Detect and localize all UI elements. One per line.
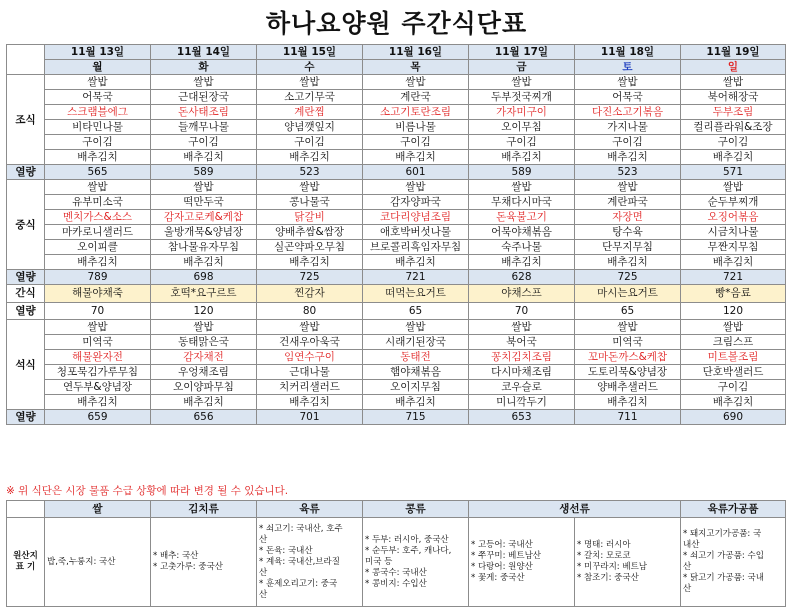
menu-item: 쌀밥	[45, 320, 151, 335]
lunch-row	[7, 255, 786, 270]
lunch-section	[7, 180, 786, 285]
origin-fish-b	[575, 518, 681, 607]
snack-item: 야채스프	[469, 285, 575, 303]
menu-item: 참나물유자무침	[151, 240, 257, 255]
menu-item: 배추김치	[363, 150, 469, 165]
menu-item: 비름나물	[363, 120, 469, 135]
calorie-value: 589	[151, 165, 257, 180]
menu-item: 시금치나물	[681, 225, 786, 240]
menu-item: 쌀밥	[151, 320, 257, 335]
menu-item: 무짠지무침	[681, 240, 786, 255]
menu-item: 떡만두국	[151, 195, 257, 210]
menu-item: 실곤약파오무침	[257, 240, 363, 255]
menu-item: 쌀밥	[681, 75, 786, 90]
calorie-value: 725	[257, 270, 363, 285]
origin-category: 생선류	[469, 501, 681, 518]
menu-item: 쌀밥	[151, 75, 257, 90]
origin-category: 쌀	[45, 501, 151, 518]
day-date: 11월 19일	[681, 45, 786, 60]
menu-item: 쌀밥	[575, 180, 681, 195]
menu-item: 들깨무나물	[151, 120, 257, 135]
origin-line: * 명태: 러시아	[577, 540, 631, 550]
origin-line: * 콩비지: 수입산	[365, 578, 427, 589]
date-row	[7, 45, 786, 60]
menu-item: 쌀밥	[681, 320, 786, 335]
menu-item: 구이김	[681, 135, 786, 150]
menu-item: 가지나물	[575, 120, 681, 135]
breakfast-row	[7, 105, 786, 120]
menu-item: 청포묵김가루무침	[45, 365, 151, 380]
menu-item: 북어해장국	[681, 90, 786, 105]
menu-item: 구이김	[469, 135, 575, 150]
origin-line: * 훈제오리고기: 중국	[259, 578, 338, 589]
origin-line: * 갈치: 모로코	[577, 551, 631, 561]
calories-label: 열량	[7, 303, 45, 320]
dinner-row	[7, 380, 786, 395]
origin-line: 산	[259, 567, 268, 578]
menu-item: 미역국	[45, 335, 151, 350]
calorie-value: 589	[469, 165, 575, 180]
origin-category: 육류	[257, 501, 363, 518]
menu-item: 꽁치김치조림	[469, 350, 575, 365]
menu-item: 배추김치	[681, 150, 786, 165]
menu-item: 북어국	[469, 335, 575, 350]
calorie-value: 80	[257, 303, 363, 320]
menu-item: 크림스프	[681, 335, 786, 350]
menu-item: 배추김치	[681, 255, 786, 270]
origin-fish-a	[469, 518, 575, 607]
snack-calories-row	[7, 303, 786, 320]
calorie-value: 715	[363, 410, 469, 425]
calorie-value: 656	[151, 410, 257, 425]
snack-item: 해물야채죽	[45, 285, 151, 303]
origin-line: 미국 등	[365, 556, 393, 567]
origin-line: * 배추: 국산	[153, 551, 199, 561]
origin-line: 산	[259, 589, 268, 600]
menu-item: 배추김치	[575, 395, 681, 410]
menu-item: 배추김치	[575, 255, 681, 270]
menu-item: 배추김치	[575, 150, 681, 165]
menu-item: 배추김치	[151, 150, 257, 165]
menu-item: 멘치가스&소스	[45, 210, 151, 225]
menu-item: 계란파국	[575, 195, 681, 210]
menu-item: 가자미구이	[469, 105, 575, 120]
origin-line: * 콩국수: 국내산	[365, 567, 427, 578]
menu-item: 쌀밥	[45, 75, 151, 90]
menu-item: 배추김치	[257, 150, 363, 165]
weekday: 금	[469, 60, 575, 75]
menu-item: 오이지무침	[363, 380, 469, 395]
menu-item: 오이양파무침	[151, 380, 257, 395]
menu-item: 시래기된장국	[363, 335, 469, 350]
menu-item: 미트볼조림	[681, 350, 786, 365]
menu-item: 울방개묵&양념장	[151, 225, 257, 240]
dinner-row	[7, 365, 786, 380]
origin-category: 김치류	[151, 501, 257, 518]
origin-line: * 쭈꾸미: 베트남산	[471, 551, 541, 561]
menu-change-notice: ※ 위 식단은 시장 물품 수급 상황에 따라 변경 될 수 있습니다.	[6, 485, 289, 497]
weekday: 화	[151, 60, 257, 75]
origin-line: * 닭고기 가공품: 국내	[683, 573, 764, 583]
menu-item: 치커리샐러드	[257, 380, 363, 395]
menu-item: 미역국	[575, 335, 681, 350]
weekday: 목	[363, 60, 469, 75]
origin-detail-row	[7, 518, 786, 607]
menu-item: 배추김치	[257, 395, 363, 410]
menu-item: 어묵국	[575, 90, 681, 105]
menu-item: 배추김치	[45, 395, 151, 410]
calorie-value: 789	[45, 270, 151, 285]
calories-label: 열량	[7, 410, 45, 425]
lunch-row	[7, 225, 786, 240]
menu-item: 쌀밥	[45, 180, 151, 195]
weekday: 수	[257, 60, 363, 75]
menu-item: 동태전	[363, 350, 469, 365]
dinner-row	[7, 395, 786, 410]
snack-label: 간식	[7, 285, 45, 303]
dinner-row	[7, 320, 786, 335]
snack-item: 떠먹는요거트	[363, 285, 469, 303]
calorie-value: 653	[469, 410, 575, 425]
lunch-row	[7, 180, 786, 195]
page-title: 하나요양원 주간식단표	[265, 9, 528, 38]
lunch-row	[7, 210, 786, 225]
menu-item: 두부조림	[681, 105, 786, 120]
calorie-value: 698	[151, 270, 257, 285]
menu-item: 쌀밥	[257, 180, 363, 195]
menu-item: 단호박샐러드	[681, 365, 786, 380]
menu-item: 쌀밥	[469, 75, 575, 90]
menu-item: 배추김치	[469, 150, 575, 165]
menu-item: 코다리양념조림	[363, 210, 469, 225]
menu-item: 구이김	[363, 135, 469, 150]
menu-item: 쌀밥	[363, 320, 469, 335]
origin-line: * 쇠고기 가공품: 수입	[683, 551, 764, 561]
menu-item: 꼬마돈까스&케찹	[575, 350, 681, 365]
menu-item: 쌀밥	[151, 180, 257, 195]
menu-item: 돈육불고기	[469, 210, 575, 225]
origin-line: 산	[683, 584, 692, 594]
origin-line: * 고춧가루: 중국산	[153, 562, 223, 572]
corner-cell	[7, 45, 45, 75]
menu-item: 콩나물국	[257, 195, 363, 210]
breakfast-row	[7, 90, 786, 105]
calorie-value: 571	[681, 165, 786, 180]
menu-item: 양배추쌈&쌈장	[257, 225, 363, 240]
snack-row	[7, 285, 786, 303]
menu-item: 쌀밥	[257, 75, 363, 90]
dinner-row	[7, 350, 786, 365]
menu-item: 쌀밥	[575, 320, 681, 335]
menu-item: 배추김치	[681, 395, 786, 410]
day-date: 11월 14일	[151, 45, 257, 60]
menu-item: 계란국	[363, 90, 469, 105]
origin-category: 콩류	[363, 501, 469, 518]
snack-item: 호떡*요구르트	[151, 285, 257, 303]
calorie-value: 70	[45, 303, 151, 320]
menu-item: 해물완자전	[45, 350, 151, 365]
menu-item: 어묵국	[45, 90, 151, 105]
menu-item: 연두부&양념장	[45, 380, 151, 395]
menu-item: 오이피클	[45, 240, 151, 255]
menu-item: 배추김치	[45, 150, 151, 165]
calorie-value: 721	[363, 270, 469, 285]
day-date: 11월 17일	[469, 45, 575, 60]
menu-item: 단무지무침	[575, 240, 681, 255]
calorie-value: 659	[45, 410, 151, 425]
menu-item: 햄야채볶음	[363, 365, 469, 380]
menu-item: 자장면	[575, 210, 681, 225]
origin-rice	[45, 518, 151, 607]
origin-kimchi	[151, 518, 257, 607]
lunch-label: 중식	[7, 180, 45, 270]
menu-item: 코우슬로	[469, 380, 575, 395]
menu-item: 쌀밥	[363, 180, 469, 195]
breakfast-calories-row	[7, 165, 786, 180]
calorie-value: 70	[469, 303, 575, 320]
menu-item: 숙주나물	[469, 240, 575, 255]
menu-item: 근대나물	[257, 365, 363, 380]
calories-label: 열량	[7, 165, 45, 180]
calorie-value: 565	[45, 165, 151, 180]
menu-item: 양배추샐러드	[575, 380, 681, 395]
menu-item: 건새우아욱국	[257, 335, 363, 350]
menu-item: 배추김치	[363, 395, 469, 410]
breakfast-label: 조식	[7, 75, 45, 165]
origin-line: * 순두부: 호주, 캐나다,	[365, 545, 452, 556]
day-date: 11월 18일	[575, 45, 681, 60]
menu-item: 배추김치	[363, 255, 469, 270]
weekday: 월	[45, 60, 151, 75]
weekday-saturday: 토	[575, 60, 681, 75]
calorie-value: 628	[469, 270, 575, 285]
menu-item: 어묵야채볶음	[469, 225, 575, 240]
origin-line: * 돈육: 국내산	[259, 545, 313, 556]
origin-line: 밥,죽,누룽지: 국산	[47, 556, 116, 567]
menu-item: 감자고로케&케찹	[151, 210, 257, 225]
snack-item: 마시는요거트	[575, 285, 681, 303]
menu-item: 마카로니샐러드	[45, 225, 151, 240]
menu-item: 배추김치	[257, 255, 363, 270]
calorie-value: 523	[257, 165, 363, 180]
menu-item: 두부젓국찌개	[469, 90, 575, 105]
calorie-value: 65	[575, 303, 681, 320]
menu-item: 다진소고기볶음	[575, 105, 681, 120]
menu-item: 구이김	[257, 135, 363, 150]
menu-item: 쌀밥	[469, 320, 575, 335]
calorie-value: 721	[681, 270, 786, 285]
menu-item: 쌀밥	[363, 75, 469, 90]
menu-item: 쌀밥	[575, 75, 681, 90]
origin-line: 산	[259, 534, 268, 545]
calorie-value: 120	[681, 303, 786, 320]
origin-line: * 돼지고기가공품: 국	[683, 529, 762, 539]
menu-item: 닭갈비	[257, 210, 363, 225]
menu-item: 계란찜	[257, 105, 363, 120]
menu-item: 순두부찌개	[681, 195, 786, 210]
origin-processed	[681, 518, 786, 607]
menu-item: 감자양파국	[363, 195, 469, 210]
calorie-value: 523	[575, 165, 681, 180]
menu-item: 브로콜리흑임자무침	[363, 240, 469, 255]
origin-line: * 두부: 러시아, 중국산	[365, 534, 449, 545]
origin-line: 내산	[683, 540, 700, 550]
dinner-section	[7, 320, 786, 425]
menu-item: 배추김치	[151, 395, 257, 410]
lunch-row	[7, 195, 786, 210]
menu-item: 컬리플라워&조장	[681, 120, 786, 135]
menu-item: 다시마채조림	[469, 365, 575, 380]
origin-line: * 쇠고기: 국내산, 호주	[259, 523, 343, 534]
menu-item: 쌀밥	[469, 180, 575, 195]
calorie-value: 725	[575, 270, 681, 285]
lunch-row	[7, 240, 786, 255]
menu-item: 도토리묵&양념장	[575, 365, 681, 380]
origin-corner	[7, 501, 45, 518]
lunch-calories-row	[7, 270, 786, 285]
day-date: 11월 13일	[45, 45, 151, 60]
origin-header-row	[7, 501, 786, 518]
calorie-value: 65	[363, 303, 469, 320]
origin-meat	[257, 518, 363, 607]
dinner-row	[7, 335, 786, 350]
menu-item: 배추김치	[469, 255, 575, 270]
weekly-menu-table	[6, 44, 786, 425]
menu-item: 양념깻잎지	[257, 120, 363, 135]
menu-item: 배추김치	[45, 255, 151, 270]
origin-line: * 고등어: 국내산	[471, 540, 533, 550]
origin-line: 산	[683, 562, 692, 572]
breakfast-row	[7, 150, 786, 165]
calorie-value: 701	[257, 410, 363, 425]
day-date: 11월 15일	[257, 45, 363, 60]
origin-label: 원산지 표 기	[7, 518, 45, 607]
menu-item: 애호박버섯나물	[363, 225, 469, 240]
menu-item: 비타민나물	[45, 120, 151, 135]
calories-label: 열량	[7, 270, 45, 285]
calorie-value: 601	[363, 165, 469, 180]
origin-category: 육류가공품	[681, 501, 786, 518]
menu-item: 배추김치	[151, 255, 257, 270]
origin-line: * 미꾸라지: 베트남	[577, 562, 647, 572]
menu-item: 구이김	[151, 135, 257, 150]
calorie-value: 711	[575, 410, 681, 425]
menu-item: 구이김	[575, 135, 681, 150]
menu-item: 미니깍두기	[469, 395, 575, 410]
menu-item: 유부미소국	[45, 195, 151, 210]
snack-item: 찐감자	[257, 285, 363, 303]
menu-item: 우엉채조림	[151, 365, 257, 380]
origin-line: * 다랑어: 원양산	[471, 562, 533, 572]
breakfast-section	[7, 75, 786, 180]
menu-item: 소고기무국	[257, 90, 363, 105]
menu-item: 근대된장국	[151, 90, 257, 105]
menu-item: 구이김	[681, 380, 786, 395]
origin-line: * 꽃게: 중국산	[471, 573, 525, 583]
menu-item: 감자채전	[151, 350, 257, 365]
menu-item: 소고기토란조림	[363, 105, 469, 120]
origin-table	[6, 500, 786, 607]
dinner-label: 석식	[7, 320, 45, 410]
origin-line: * 계육: 국내산,브라질	[259, 556, 340, 567]
dinner-calories-row	[7, 410, 786, 425]
breakfast-row	[7, 135, 786, 150]
snack-item: 빵*음료	[681, 285, 786, 303]
weekday-row	[7, 60, 786, 75]
calorie-value: 120	[151, 303, 257, 320]
origin-beans	[363, 518, 469, 607]
menu-item: 구이김	[45, 135, 151, 150]
origin-line: * 참조기: 중국산	[577, 573, 639, 583]
menu-item: 탕수육	[575, 225, 681, 240]
menu-item: 스크램블에그	[45, 105, 151, 120]
menu-item: 돈사태조림	[151, 105, 257, 120]
menu-item: 오이무침	[469, 120, 575, 135]
breakfast-row	[7, 120, 786, 135]
breakfast-row	[7, 75, 786, 90]
menu-item: 오징어볶음	[681, 210, 786, 225]
day-date: 11월 16일	[363, 45, 469, 60]
weekday-sunday: 일	[681, 60, 786, 75]
menu-item: 동태맑은국	[151, 335, 257, 350]
menu-item: 쌀밥	[681, 180, 786, 195]
menu-item: 쌀밥	[257, 320, 363, 335]
menu-item: 무채다시마국	[469, 195, 575, 210]
menu-item: 임연수구이	[257, 350, 363, 365]
calorie-value: 690	[681, 410, 786, 425]
